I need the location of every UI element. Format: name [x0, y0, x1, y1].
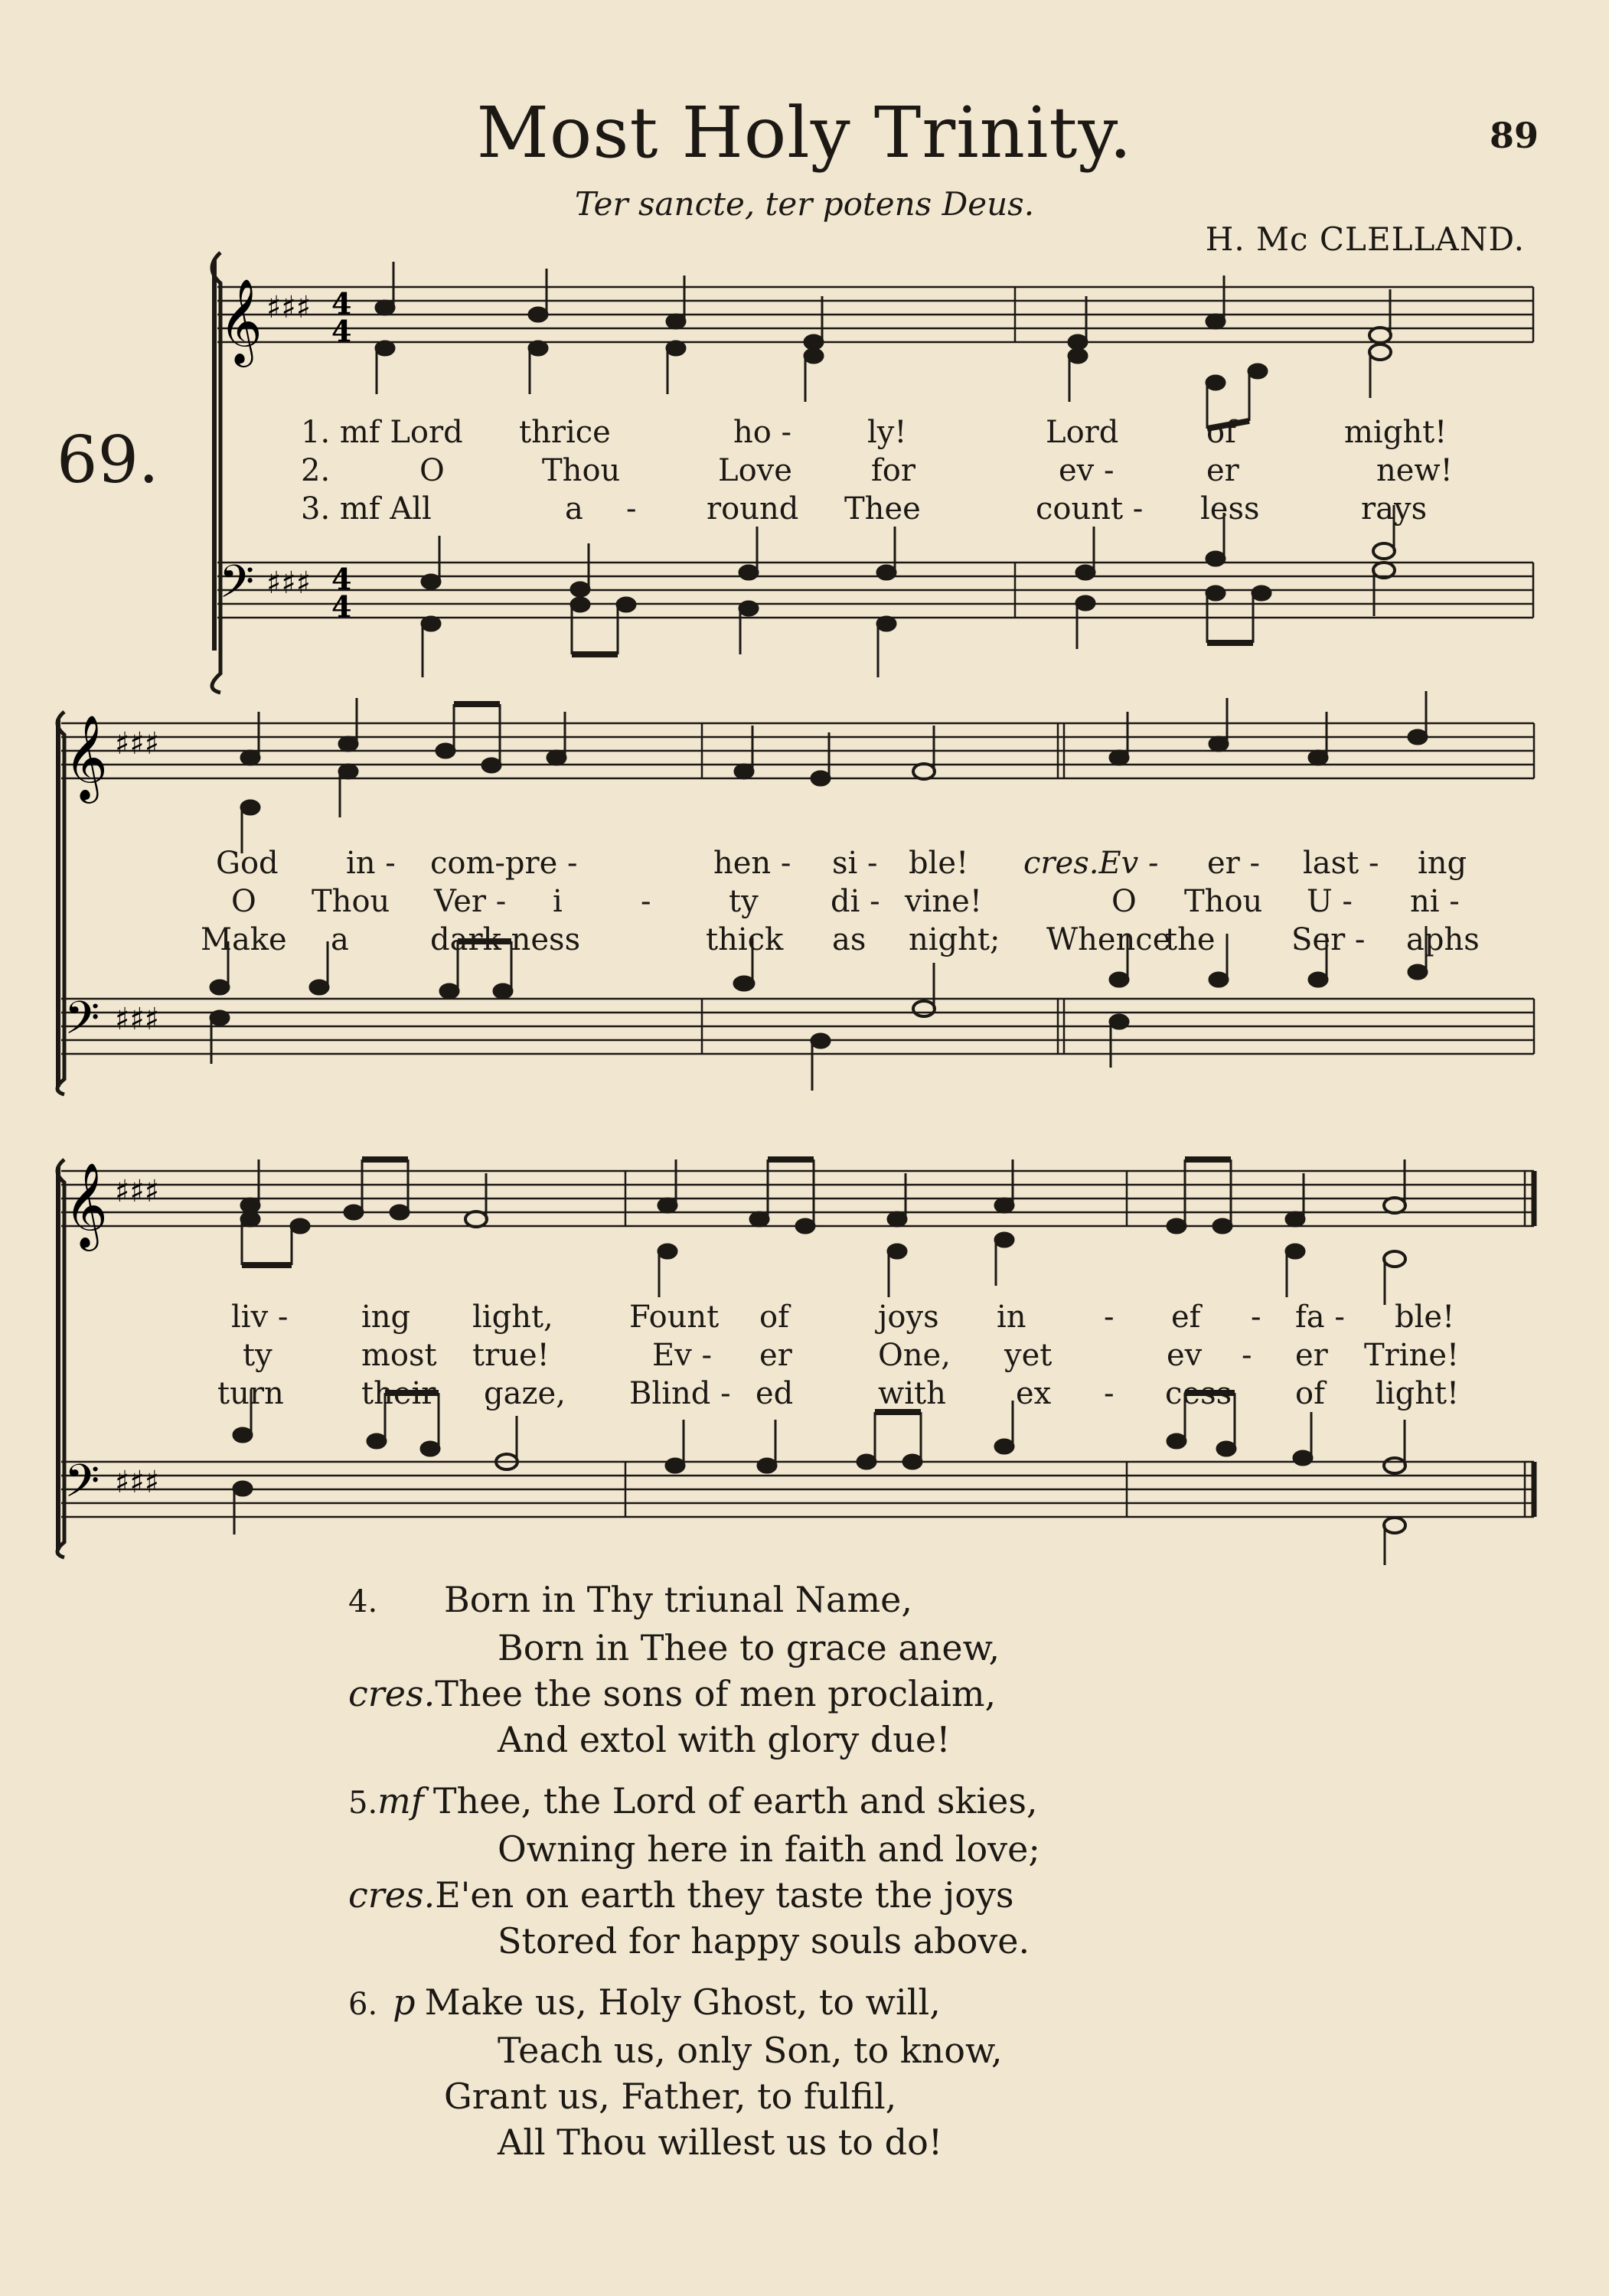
verse-line: [348, 1778, 1040, 1826]
lyric-syllable: -: [626, 491, 637, 527]
lyric-syllable: most: [361, 1338, 437, 1373]
lyric-syllable: a: [565, 491, 583, 527]
verse-text: Thee, the Lord of earth and skies,: [432, 1780, 1038, 1821]
lyric-syllable: might!: [1344, 415, 1447, 450]
lyric-syllable: -: [641, 884, 651, 919]
composer-credit: H. Mc CLELLAND.: [1205, 220, 1525, 258]
svg-text:4: 4: [331, 562, 352, 596]
lyric-syllable: liv -: [231, 1300, 289, 1335]
lyric-syllable: of: [1206, 415, 1236, 450]
verse-number: 5.: [348, 1786, 378, 1821]
verse-line: [348, 1979, 1040, 2027]
lyric-syllable: -: [1104, 1376, 1115, 1411]
lyric-line-2-3: [47, 922, 1537, 960]
verse-text: Stored for happy souls above.: [498, 1920, 1030, 1962]
lyric-syllable: thick: [706, 922, 784, 957]
lyric-syllable: God: [216, 846, 279, 881]
lyric-syllable: Ver -: [434, 884, 507, 919]
music-system-2: [47, 681, 1537, 1098]
verse-line: [348, 1717, 1040, 1763]
lyric-syllable: Thee: [844, 491, 921, 527]
music-system-3: [47, 1129, 1537, 1565]
lyric-syllable: Thou: [542, 453, 621, 488]
page-number: 89: [1489, 115, 1539, 156]
lyric-syllable: with: [878, 1376, 946, 1411]
svg-text:𝄢: 𝄢: [219, 555, 255, 619]
lyric-syllable: as: [832, 922, 867, 957]
svg-text:𝄢: 𝄢: [64, 1454, 100, 1518]
verse-line: [348, 1826, 1040, 1872]
lyric-syllable: com-pre -: [430, 846, 578, 881]
svg-text:♯♯♯: ♯♯♯: [115, 726, 160, 762]
verse-line: [348, 1671, 1040, 1717]
lyric-syllable: in -: [346, 846, 396, 881]
verse-4: [348, 1577, 1040, 1763]
lyric-syllable: for: [871, 453, 916, 488]
svg-text:4: 4: [331, 589, 352, 624]
lyric-syllable: count -: [1036, 491, 1144, 527]
verse-6: [348, 1979, 1040, 2165]
music-system-1: [197, 245, 1537, 696]
svg-text:𝄞: 𝄞: [64, 714, 108, 800]
dynamic-mark: cres.: [348, 1874, 436, 1916]
lyric-syllable: rays: [1361, 491, 1428, 527]
lyric-syllable: Make: [201, 922, 287, 957]
lyric-syllable: hen -: [713, 846, 791, 881]
svg-text:♯♯♯: ♯♯♯: [115, 1002, 160, 1037]
lyric-syllable: er: [1206, 453, 1239, 488]
lyric-syllable: Trine!: [1364, 1338, 1460, 1373]
verse-text: Owning here in faith and love;: [498, 1828, 1040, 1870]
verse-text: Teach us, only Son, to know,: [498, 2030, 1003, 2071]
lyric-line-1-1: [197, 415, 1537, 453]
svg-text:♯♯♯: ♯♯♯: [266, 566, 312, 601]
lyric-syllable: O: [231, 884, 256, 919]
svg-text:𝄞: 𝄞: [64, 1162, 108, 1247]
lyric-syllable: thrice: [519, 415, 611, 450]
lyric-line-3-3: [47, 1376, 1537, 1414]
verse-line: [348, 2119, 1040, 2165]
lyric-syllable: new!: [1376, 453, 1453, 488]
lyric-syllable: aphs: [1406, 922, 1480, 957]
lyric-syllable: in: [997, 1300, 1026, 1335]
lyric-syllable: cres.Ev -: [1023, 846, 1159, 881]
lyric-syllable: ble!: [909, 846, 969, 881]
lyric-syllable: Blind -: [629, 1376, 731, 1411]
lyric-syllable: Fount: [629, 1300, 720, 1335]
verse-line: [348, 1872, 1040, 1918]
lyric-syllable: 1. mf Lord: [301, 415, 463, 450]
lyric-syllable: U -: [1307, 884, 1353, 919]
additional-verses: [348, 1577, 1040, 2165]
lyric-syllable: ing: [1418, 846, 1467, 881]
latin-subtitle: Ter sancte, ter potens Deus.: [574, 185, 1035, 223]
lyric-syllable: er -: [1207, 846, 1261, 881]
lyric-syllable: light!: [1376, 1376, 1460, 1411]
lyric-syllable: Love: [718, 453, 792, 488]
svg-text:♯♯♯: ♯♯♯: [115, 1465, 160, 1500]
lyric-syllable: -: [1104, 1300, 1115, 1335]
lyric-syllable: turn: [217, 1376, 284, 1411]
lyric-line-2-1: [47, 846, 1537, 884]
lyric-syllable: of: [1295, 1376, 1325, 1411]
svg-text:4: 4: [331, 286, 352, 321]
lyric-syllable: a: [331, 922, 349, 957]
svg-text:♯♯♯: ♯♯♯: [266, 290, 312, 325]
lyric-syllable: ly!: [867, 415, 907, 450]
lyric-syllable: er: [759, 1338, 792, 1373]
lyric-syllable: Whence: [1046, 922, 1171, 957]
lyric-syllable: gaze,: [484, 1376, 566, 1411]
verse-text: Grant us, Father, to fulfil,: [444, 2076, 897, 2117]
verse-line: [348, 2027, 1040, 2073]
lyric-syllable: Thou: [1184, 884, 1263, 919]
lyric-syllable: true!: [472, 1338, 550, 1373]
lyric-syllable: -: [1242, 1338, 1252, 1373]
lyric-syllable: di -: [831, 884, 880, 919]
lyric-syllable: ty: [243, 1338, 273, 1373]
verse-number: 6.: [348, 1987, 378, 2022]
verse-text: All Thou willest us to do!: [498, 2122, 943, 2163]
lyric-syllable: ty: [729, 884, 759, 919]
lyric-syllable: O: [1111, 884, 1137, 919]
verse-line: [348, 1625, 1040, 1671]
lyric-syllable: night;: [909, 922, 1000, 957]
lyric-syllable: One,: [878, 1338, 951, 1373]
verse-text: E'en on earth they taste the joys: [435, 1874, 1014, 1916]
lyric-syllable: ev: [1167, 1338, 1203, 1373]
verse-text: Born in Thee to grace anew,: [498, 1627, 1000, 1668]
lyric-line-1-3: [197, 491, 1537, 530]
svg-text:𝄢: 𝄢: [64, 991, 100, 1055]
lyric-syllable: -: [1251, 1300, 1261, 1335]
lyric-syllable: ni -: [1410, 884, 1460, 919]
verse-5: [348, 1778, 1040, 1964]
lyric-syllable: Ser -: [1291, 922, 1366, 957]
lyric-syllable: ho -: [733, 415, 792, 450]
lyric-line-2-2: [47, 884, 1537, 922]
lyric-syllable: ex: [1016, 1376, 1052, 1411]
lyric-syllable: 3. mf All: [301, 491, 432, 527]
lyric-syllable: si -: [832, 846, 878, 881]
lyric-syllable: Thou: [312, 884, 390, 919]
lyric-syllable: the: [1165, 922, 1216, 957]
lyric-syllable: ble!: [1395, 1300, 1455, 1335]
verse-line: [348, 2073, 1040, 2119]
lyric-syllable: fa -: [1295, 1300, 1345, 1335]
lyric-syllable: cess: [1165, 1376, 1232, 1411]
verse-text: Thee the sons of men proclaim,: [435, 1673, 997, 1714]
lyric-syllable: their: [361, 1376, 436, 1411]
lyric-syllable: dark-ness: [430, 922, 581, 957]
lyric-line-3-2: [47, 1338, 1537, 1376]
lyric-syllable: less: [1200, 491, 1260, 527]
svg-text:𝄞: 𝄞: [219, 278, 263, 364]
lyric-syllable: ef: [1171, 1300, 1201, 1335]
lyric-syllable: ing: [361, 1300, 411, 1335]
lyric-line-1-2: [197, 453, 1537, 491]
lyric-syllable: light,: [472, 1300, 553, 1335]
lyric-syllable: joys: [878, 1300, 939, 1335]
dynamic-mark: mf: [377, 1780, 424, 1821]
verse-text: Make us, Holy Ghost, to will,: [424, 1981, 941, 2023]
lyric-syllable: last -: [1303, 846, 1379, 881]
lyric-syllable: Ev -: [652, 1338, 713, 1373]
lyric-syllable: Lord: [1046, 415, 1119, 450]
lyric-syllable: ed: [756, 1376, 794, 1411]
lyric-syllable: ev -: [1059, 453, 1115, 488]
lyric-syllable: round: [707, 491, 799, 527]
verse-text: Born in Thy triunal Name,: [444, 1579, 912, 1620]
svg-text:4: 4: [331, 314, 352, 348]
svg-text:♯♯♯: ♯♯♯: [115, 1174, 160, 1209]
hymn-title: Most Holy Trinity.: [476, 92, 1133, 174]
verse-text: And extol with glory due!: [498, 1719, 951, 1760]
lyric-syllable: vine!: [905, 884, 982, 919]
lyric-syllable: of: [759, 1300, 789, 1335]
lyric-line-3-1: [47, 1300, 1537, 1338]
lyric-syllable: O: [419, 453, 445, 488]
lyric-syllable: er: [1295, 1338, 1328, 1373]
lyric-syllable: 2.: [301, 453, 331, 488]
dynamic-mark: p: [393, 1981, 416, 2023]
verse-line: [348, 1577, 1040, 1625]
lyric-syllable: i: [553, 884, 563, 919]
lyric-syllable: yet: [1004, 1338, 1053, 1373]
verse-line: [348, 1918, 1040, 1964]
hymn-number: 69.: [57, 422, 159, 497]
dynamic-mark: cres.: [348, 1673, 436, 1714]
verse-number: 4.: [348, 1584, 378, 1619]
